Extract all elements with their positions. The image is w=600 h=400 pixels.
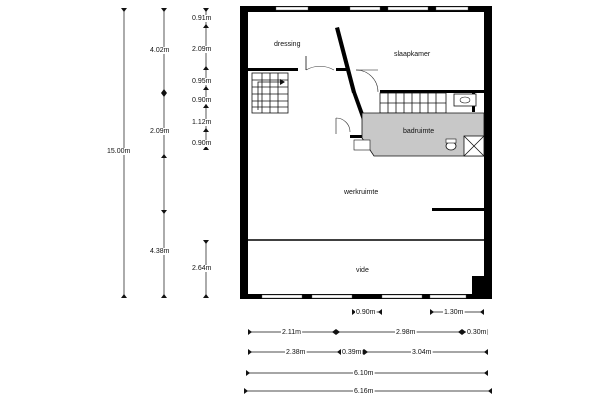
dim-inner-7: 2.64m xyxy=(192,265,212,272)
dim-inner-3: 0.95m xyxy=(192,78,212,85)
dim-inner-4: 0.90m xyxy=(192,97,212,104)
window xyxy=(276,7,308,10)
dim-inner-2: 2.09m xyxy=(192,46,212,53)
room-label-slaapkamer: slaapkamer xyxy=(394,51,431,58)
dim-row1-2: 2.98m xyxy=(396,329,416,336)
window xyxy=(388,7,428,10)
top-windows xyxy=(276,7,468,10)
dim-inner-1: 0.91m xyxy=(192,15,212,22)
dim-row1-3: 0.30m xyxy=(467,329,487,336)
window xyxy=(430,295,466,298)
dim-row2-2: 0.39m xyxy=(342,349,362,356)
dim-row1-1: 2.11m xyxy=(282,329,301,336)
staircase-right xyxy=(380,93,446,113)
window xyxy=(262,295,302,298)
room-label-werkruimte: werkruimte xyxy=(344,189,379,196)
right-wall xyxy=(484,6,492,299)
window xyxy=(382,295,422,298)
dim-row2-3: 3.04m xyxy=(412,349,432,356)
horizontal-dimensions xyxy=(244,309,492,395)
dim-mid-1: 4.02m xyxy=(150,47,170,54)
dim-mid-3: 4.38m xyxy=(150,248,170,255)
dim-opening-1: 0.90m xyxy=(356,309,376,316)
staircase-left xyxy=(252,73,288,113)
room-label-vide: vide xyxy=(356,267,369,274)
dim-inner-5: 1.12m xyxy=(192,119,212,126)
vanity xyxy=(454,94,476,106)
left-wall xyxy=(240,6,248,299)
window xyxy=(350,7,380,10)
window xyxy=(436,7,468,10)
dim-row3: 6.10m xyxy=(354,370,374,377)
dim-opening-2: 1.30m xyxy=(444,309,464,316)
dim-inner-6: 0.90m xyxy=(192,140,212,147)
dim-row4: 6.16m xyxy=(354,388,374,395)
sink xyxy=(354,140,370,150)
dim-total-height: 15.00m xyxy=(107,148,131,155)
window xyxy=(312,295,352,298)
dim-mid-2: 2.09m xyxy=(150,128,170,135)
room-label-dressing: dressing xyxy=(274,41,301,48)
corner-column xyxy=(472,276,492,299)
vertical-dimensions xyxy=(106,8,213,298)
room-label-badruimte: badruimte xyxy=(403,128,435,135)
dim-row2-1: 2.38m xyxy=(286,349,306,356)
